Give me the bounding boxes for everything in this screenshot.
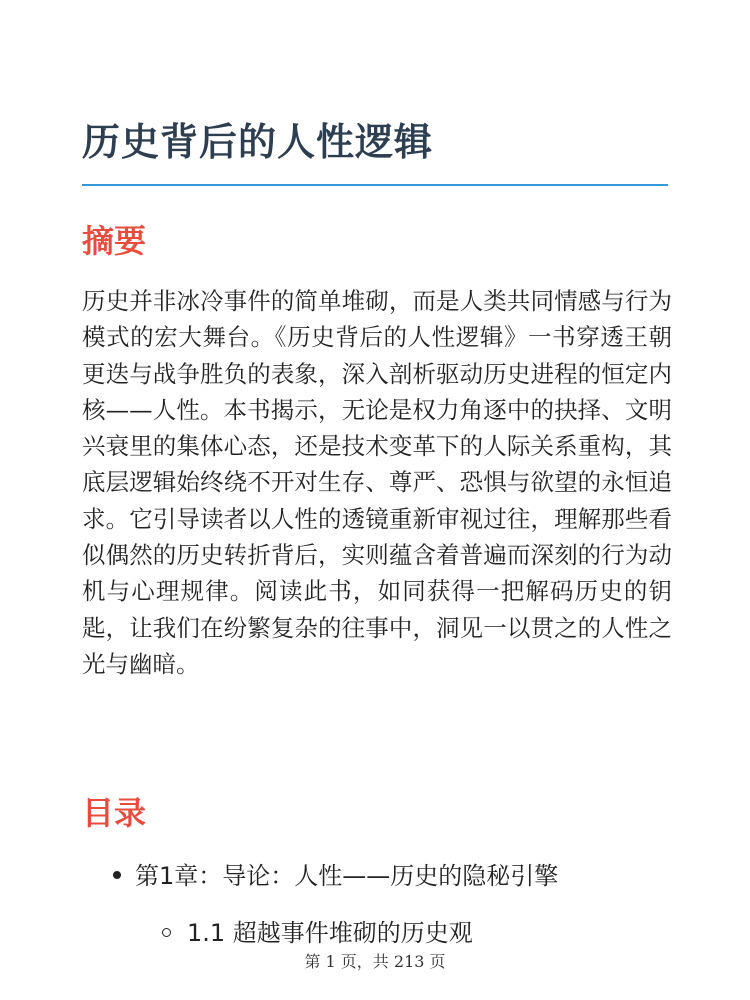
- bullet-disc-icon: [113, 871, 121, 879]
- toc-item-chapter-1[interactable]: [113, 858, 558, 894]
- abstract-paragraph: 历史并非冰冷事件的简单堆砌，而是人类共同情感与行为模式的宏大舞台。《历史背后的人性逻辑》一书穿透王朝更迭与战争胜负的表象，深入剖析驱动历史进程的恒定内核——人性。本书揭示，无论是权力角逐中的抉择、文明兴衰里的集体心态，还是技术变革下的人际关系重构，其底层逻辑始终绕不开对生存、尊严、恐惧与欲望的永恒追求。它引导读者以人性的透镜重新审视过往，理解那些看似偶然的历史转折背后，实则蕴含着普遍而深刻的行为动机与心理规律。阅读此书，如同获得一把解码历史的钥匙，让我们在纷繁复杂的往事中，洞见一以贯之的人性之光与幽暗。: [82, 287, 672, 678]
- bullet-circle-icon: [162, 928, 171, 937]
- toc-item-section-1-1[interactable]: [162, 915, 473, 951]
- abstract-heading: 摘要: [82, 222, 147, 260]
- document-title: 历史背后的人性逻辑: [82, 120, 434, 164]
- toc-heading: 目录: [82, 794, 147, 832]
- toc-item-label: 第1章：导论：人性——历史的隐秘引擎: [135, 862, 559, 890]
- title-divider: [82, 184, 668, 186]
- toc-item-label: 1.1 超越事件堆砌的历史观: [187, 919, 473, 947]
- page-number-footer: 第 1 页，共 213 页: [304, 952, 446, 971]
